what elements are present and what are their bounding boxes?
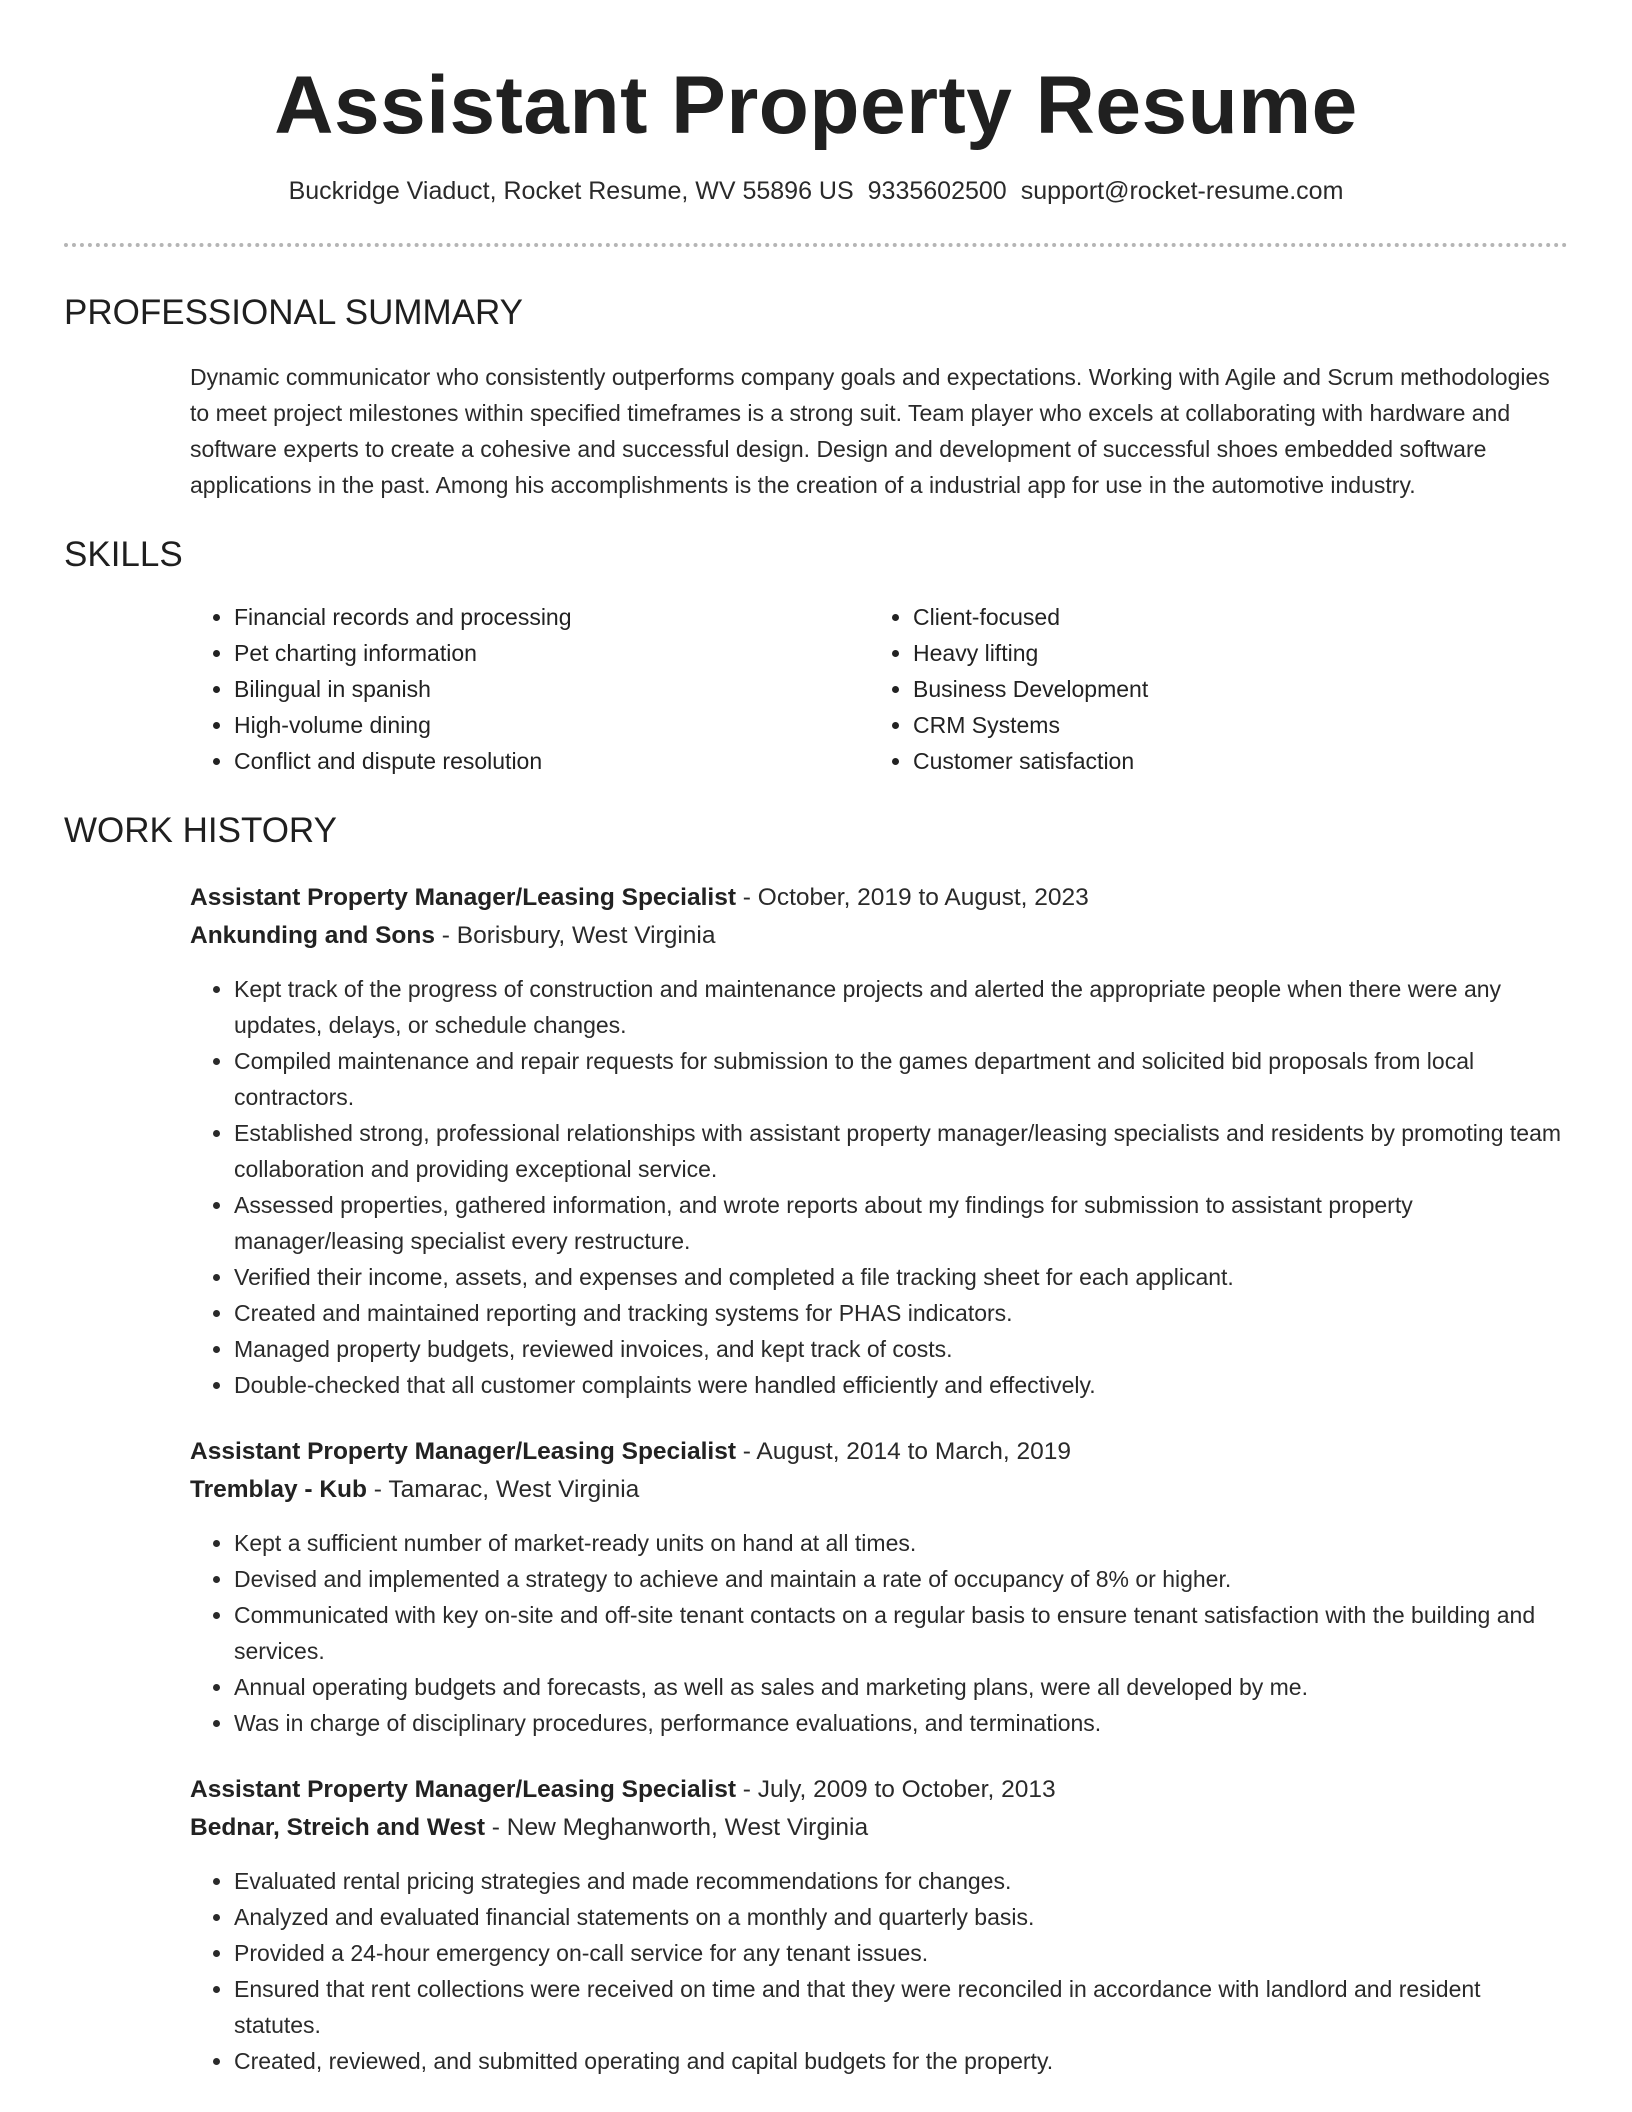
job-bullet: • Evaluated rental pricing strategies and made recommendations for changes. — [234, 1863, 1568, 1899]
job-bullet: • Devised and implemented a strategy to achieve and maintain a rate of occupancy of 8% or higher. — [234, 1561, 1568, 1597]
job-role-line — [190, 879, 1568, 917]
job-dates: - October, 2019 to August, 2023 — [736, 884, 1089, 911]
section-title-skills: SKILLS — [64, 535, 183, 574]
contact-email: support@rocket-resume.com — [1020, 177, 1344, 205]
header-divider — [64, 243, 1568, 247]
job-bullet: • Created, reviewed, and submitted operating and capital budgets for the property. — [234, 2043, 1568, 2079]
skill-item: • Customer satisfaction — [913, 743, 1548, 779]
job-role: Assistant Property Manager/Leasing Specialist — [190, 884, 736, 911]
job-bullet: • Communicated with key on-site and off-site tenant contacts on a regular basis to ensure tenant satisfaction with the building and services. — [234, 1597, 1568, 1669]
skills-column-left — [190, 599, 869, 779]
job-dates: - July, 2009 to October, 2013 — [736, 1776, 1056, 1803]
job-bullet: • Created and maintained reporting and tracking systems for PHAS indicators. — [234, 1295, 1568, 1331]
job-bullet: • Double-checked that all customer complaints were handled efficiently and effectively. — [234, 1367, 1568, 1403]
job-role-line — [190, 1771, 1568, 1809]
job-bullet: • Compiled maintenance and repair requests for submission to the games department and solicited bid proposals from local contractors. — [234, 1043, 1568, 1115]
skills-list — [190, 599, 1568, 779]
summary-text: Dynamic communicator who consistently outperforms company goals and expectations. Working with Agile and Scrum methodologies to meet project milestones within specified timeframes is a strong suit. Team player who excels at collaborating with hardware and software experts to create a cohesive and successful design. Design and development of successful shoes embedded software applications in the past. Among his accomplishments is the creation of a industrial app for use in the automotive industry. — [190, 364, 1550, 498]
job-bullet: • Kept track of the progress of construction and maintenance projects and alerted the appropriate people when there were any updates, delays, or schedule changes. — [234, 971, 1568, 1043]
job-role: Assistant Property Manager/Leasing Specialist — [190, 1438, 736, 1465]
resume-title: Assistant Property Resume — [274, 60, 1358, 151]
job-bullet: • Assessed properties, gathered information, and wrote reports about my findings for submission to assistant property manager/leasing specialist every restructure. — [234, 1187, 1568, 1259]
job-company: Bednar, Streich and West — [190, 1814, 485, 1841]
job-entry — [190, 1771, 1568, 2079]
job-company-line — [190, 1809, 1568, 1847]
job-dates: - August, 2014 to March, 2019 — [736, 1438, 1072, 1465]
job-entry — [190, 1433, 1568, 1741]
job-bullets — [190, 971, 1568, 1403]
skill-item: • Financial records and processing — [234, 599, 869, 635]
job-bullet: • Annual operating budgets and forecasts, as well as sales and marketing plans, were all developed by me. — [234, 1669, 1568, 1705]
skill-item: • Pet charting information — [234, 635, 869, 671]
job-bullet: • Managed property budgets, reviewed invoices, and kept track of costs. — [234, 1331, 1568, 1367]
job-location: - New Meghanworth, West Virginia — [485, 1814, 869, 1841]
contact-address: Buckridge Viaduct, Rocket Resume, WV 55896 US — [288, 177, 854, 205]
job-bullet: • Verified their income, assets, and expenses and completed a file tracking sheet for each applicant. — [234, 1259, 1568, 1295]
job-role-line — [190, 1433, 1568, 1471]
job-bullets — [190, 1863, 1568, 2079]
job-bullets — [190, 1525, 1568, 1741]
skill-item: • High-volume dining — [234, 707, 869, 743]
job-company-line — [190, 917, 1568, 955]
job-entry — [190, 879, 1568, 1403]
job-bullet: • Was in charge of disciplinary procedures, performance evaluations, and terminations. — [234, 1705, 1568, 1741]
resume-page — [64, 0, 1568, 2079]
job-company: Ankunding and Sons — [190, 922, 435, 949]
job-bullet: • Established strong, professional relationships with assistant property manager/leasing specialists and residents by promoting team collaboration and providing exceptional service. — [234, 1115, 1568, 1187]
skill-item: • Bilingual in spanish — [234, 671, 869, 707]
job-bullet: • Kept a sufficient number of market-ready units on hand at all times. — [234, 1525, 1568, 1561]
job-bullet: • Ensured that rent collections were received on time and that they were reconciled in accordance with landlord and resident statutes. — [234, 1971, 1568, 2043]
job-location: - Borisbury, West Virginia — [435, 922, 716, 949]
skill-item: • Heavy lifting — [913, 635, 1548, 671]
skill-item: • Client-focused — [913, 599, 1548, 635]
job-bullet: • Provided a 24-hour emergency on-call service for any tenant issues. — [234, 1935, 1568, 1971]
job-bullet: • Analyzed and evaluated financial statements on a monthly and quarterly basis. — [234, 1899, 1568, 1935]
skill-item: • Conflict and dispute resolution — [234, 743, 869, 779]
skills-column-right — [869, 599, 1548, 779]
section-title-work-history: WORK HISTORY — [64, 811, 337, 850]
skill-item: • Business Development — [913, 671, 1548, 707]
contact-phone: 9335602500 — [867, 177, 1007, 205]
job-role: Assistant Property Manager/Leasing Specialist — [190, 1776, 736, 1803]
section-title-summary: PROFESSIONAL SUMMARY — [64, 293, 523, 332]
contact-line — [64, 174, 1568, 208]
skill-item: • CRM Systems — [913, 707, 1548, 743]
job-company: Tremblay - Kub — [190, 1476, 367, 1503]
job-location: - Tamarac, West Virginia — [366, 1476, 640, 1503]
job-company-line — [190, 1471, 1568, 1509]
